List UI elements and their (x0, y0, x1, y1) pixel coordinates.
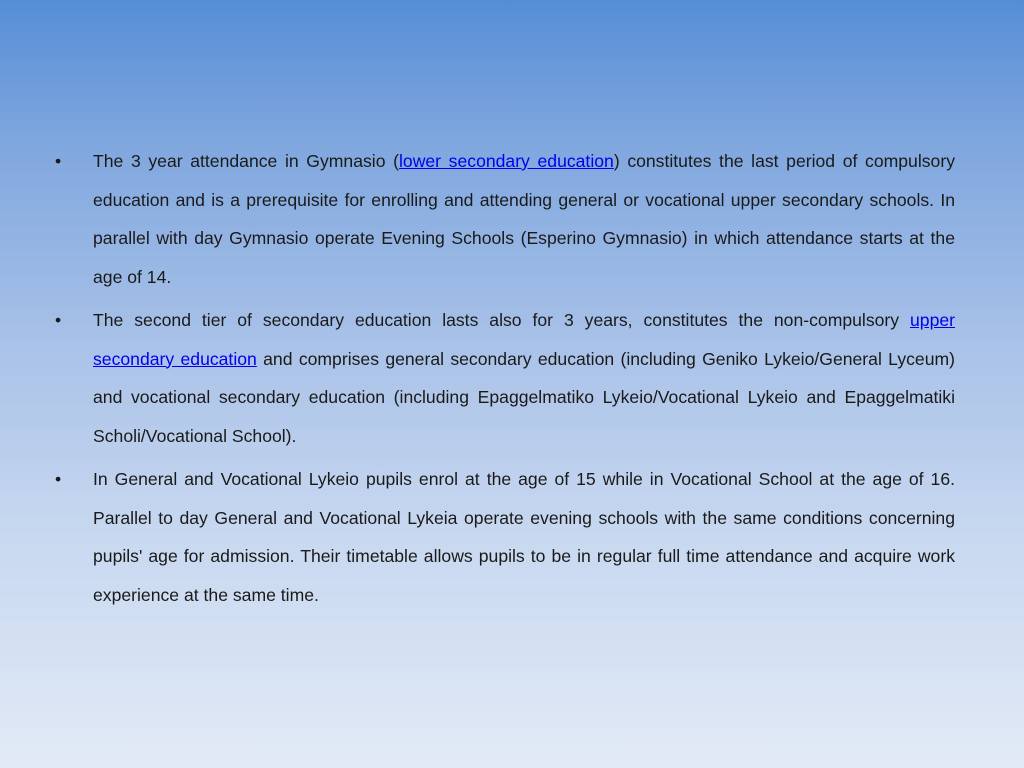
bullet-icon: • (55, 310, 62, 330)
bullet-icon: • (55, 151, 62, 171)
lower-secondary-education-link[interactable]: lower secondary education (399, 151, 614, 171)
bullet-list (55, 142, 955, 619)
bullet-item-lykeio-enrolment (55, 460, 955, 614)
bullet-text: In General and Vocational Lykeio pupils enrol at the age of 15 while in Vocational School at the age of 16. Parallel to day General and Vocational Lykeia operate evening schools with the same conditions concerning pupils' age for admission. Their timetable allows pupils to be in regular full time attendance and acquire work experience at the same time. (93, 469, 955, 605)
bullet-text-after-link: and comprises general secondary education (including Geniko Lykeio/General Lyceum) and vocational secondary education (including Epaggelmatiko Lykeio/Vocational Lykeio and Epaggelmatiki Scholi/Vocational School). (93, 348, 955, 446)
bullet-item-gymnasio (55, 142, 955, 296)
bullet-text-before-link: The 3 year attendance in Gymnasio ( (93, 151, 399, 171)
bullet-text-after-link: ) constitutes the last period of compulsory education and is a prerequisite for enrolling and attending general or vocational upper secondary schools. In parallel with day Gymnasio operate Evening Schools (Esperino Gymnasio) in which attendance starts at the age of 14. (93, 151, 955, 287)
bullet-text-before-link: The second tier of secondary education lasts also for 3 years, constitutes the non-compulsory (93, 310, 910, 330)
upper-secondary-education-link[interactable]: upper secondary education (93, 310, 955, 369)
bullet-item-second-tier (55, 301, 955, 455)
bullet-icon: • (55, 469, 62, 489)
